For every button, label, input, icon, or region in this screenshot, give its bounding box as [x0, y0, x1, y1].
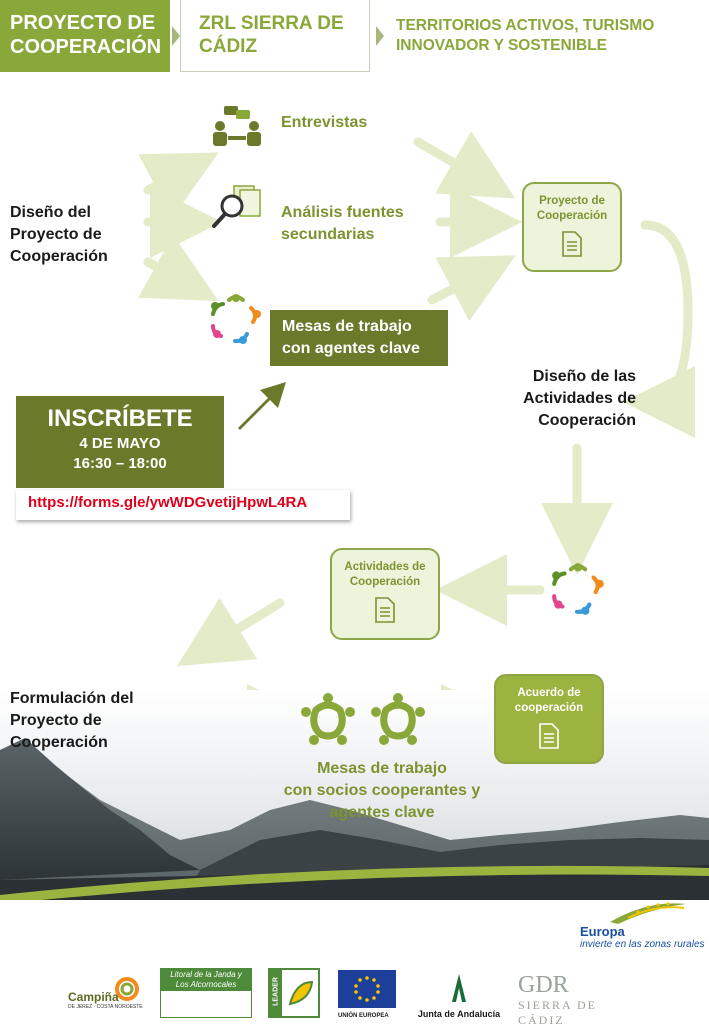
step-diseno-proyecto — [10, 202, 108, 268]
text-line: Proyecto de — [539, 195, 605, 207]
step-formulacion — [10, 688, 134, 754]
text-line: secundarias — [281, 226, 375, 243]
box-actividades-cooperacion — [330, 548, 440, 640]
leader-leaf-icon — [286, 978, 316, 1008]
text-line: Diseño de las — [532, 368, 636, 385]
step-entrevistas: Entrevistas — [281, 114, 368, 131]
interview-icon — [210, 104, 264, 148]
text-line: Los Alcornocales — [175, 980, 237, 989]
junta-label: Junta de Andalucía — [417, 1009, 501, 1019]
text-line: Proyecto de — [10, 712, 102, 729]
logo-gdr — [518, 972, 648, 1024]
logo-union-europea — [338, 970, 396, 1018]
text-line: Cooperación — [349, 576, 421, 588]
header-mid-line2: CÁDIZ — [199, 36, 258, 57]
registration-box — [16, 396, 224, 488]
header-left-line2: COOPERACIÓN — [10, 36, 162, 58]
people-circle-green-icons — [300, 692, 430, 748]
junta-arch-icon — [442, 970, 476, 1004]
step-diseno-actividades — [490, 366, 636, 432]
text-line: con socios cooperantes y — [283, 782, 481, 799]
litoral-title — [161, 969, 251, 991]
logo-junta-andalucia — [414, 970, 504, 1020]
header-mid-line1: ZRL SIERRA DE — [199, 13, 344, 34]
text-line: Mesas de trabajo — [317, 760, 447, 777]
eu-flag-icon — [338, 970, 396, 1008]
logo-leader — [268, 968, 320, 1018]
logo-campina — [66, 976, 146, 1016]
text-line: Actividades de — [344, 561, 426, 573]
people-circle-icon — [207, 292, 265, 346]
text-line: Cooperación — [10, 734, 108, 751]
text-line: Cooperación — [10, 248, 108, 265]
document-icon — [561, 230, 583, 258]
text-line: Acuerdo de — [517, 687, 581, 699]
text-line: con agentes clave — [282, 340, 420, 357]
box-proyecto-cooperacion — [522, 182, 622, 272]
campina-subtitle: DE JEREZ · COSTA NOROESTE — [68, 1004, 143, 1010]
registration-time: 16:30 – 18:00 — [73, 455, 167, 472]
header-left-line1: PROYECTO DE — [10, 12, 156, 34]
text-line: Análisis fuentes — [281, 204, 404, 221]
ue-label: UNIÓN EUROPEA — [338, 1013, 389, 1019]
text-line: agentes clave — [329, 804, 435, 821]
text-line: Cooperación — [538, 412, 636, 429]
step-mesas-agentes — [270, 310, 448, 366]
gdr-subtitle: SIERRA DE CÁDIZ — [518, 998, 598, 1024]
europa-logo — [580, 924, 705, 951]
gdr-title: GDR — [518, 972, 569, 998]
document-icon — [538, 722, 560, 750]
registration-title: INSCRÍBETE — [47, 405, 193, 432]
people-circle-icon — [548, 560, 608, 618]
document-icon — [374, 596, 396, 624]
text-line: Cooperación — [536, 210, 608, 222]
step-analisis — [281, 202, 404, 246]
text-line: Actividades de — [523, 390, 636, 407]
text-line: cooperación — [514, 702, 584, 714]
text-line: Proyecto de — [10, 226, 102, 243]
step-mesas-socios — [262, 758, 502, 824]
text-line: Diseño del — [10, 204, 91, 221]
box-acuerdo-cooperacion — [494, 674, 604, 764]
text-line: Litoral de la Janda y — [170, 970, 242, 979]
registration-link[interactable]: https://forms.gle/ywWDGvetijHpwL4RA — [28, 494, 308, 511]
arrow-up-right-icon — [232, 378, 290, 436]
eu-flag-swoosh-icon — [608, 898, 688, 924]
text-line: Mesas de trabajo — [282, 318, 412, 335]
logo-litoral — [160, 968, 252, 1018]
text-line: Formulación del — [10, 690, 134, 707]
header-right-line2: INNOVADOR Y SOSTENIBLE — [396, 37, 608, 54]
registration-date: 4 DE MAYO — [79, 435, 161, 452]
campina-name: Campiña — [68, 990, 119, 1004]
europa-title: Europa — [580, 924, 625, 939]
registration-link-box — [16, 490, 350, 520]
header-right-line1: TERRITORIOS ACTIVOS, TURISMO — [396, 17, 655, 34]
magnifier-icon — [210, 182, 264, 230]
europa-subtitle: invierte en las zonas rurales — [580, 939, 705, 950]
leader-label: LEADER — [272, 977, 280, 1006]
